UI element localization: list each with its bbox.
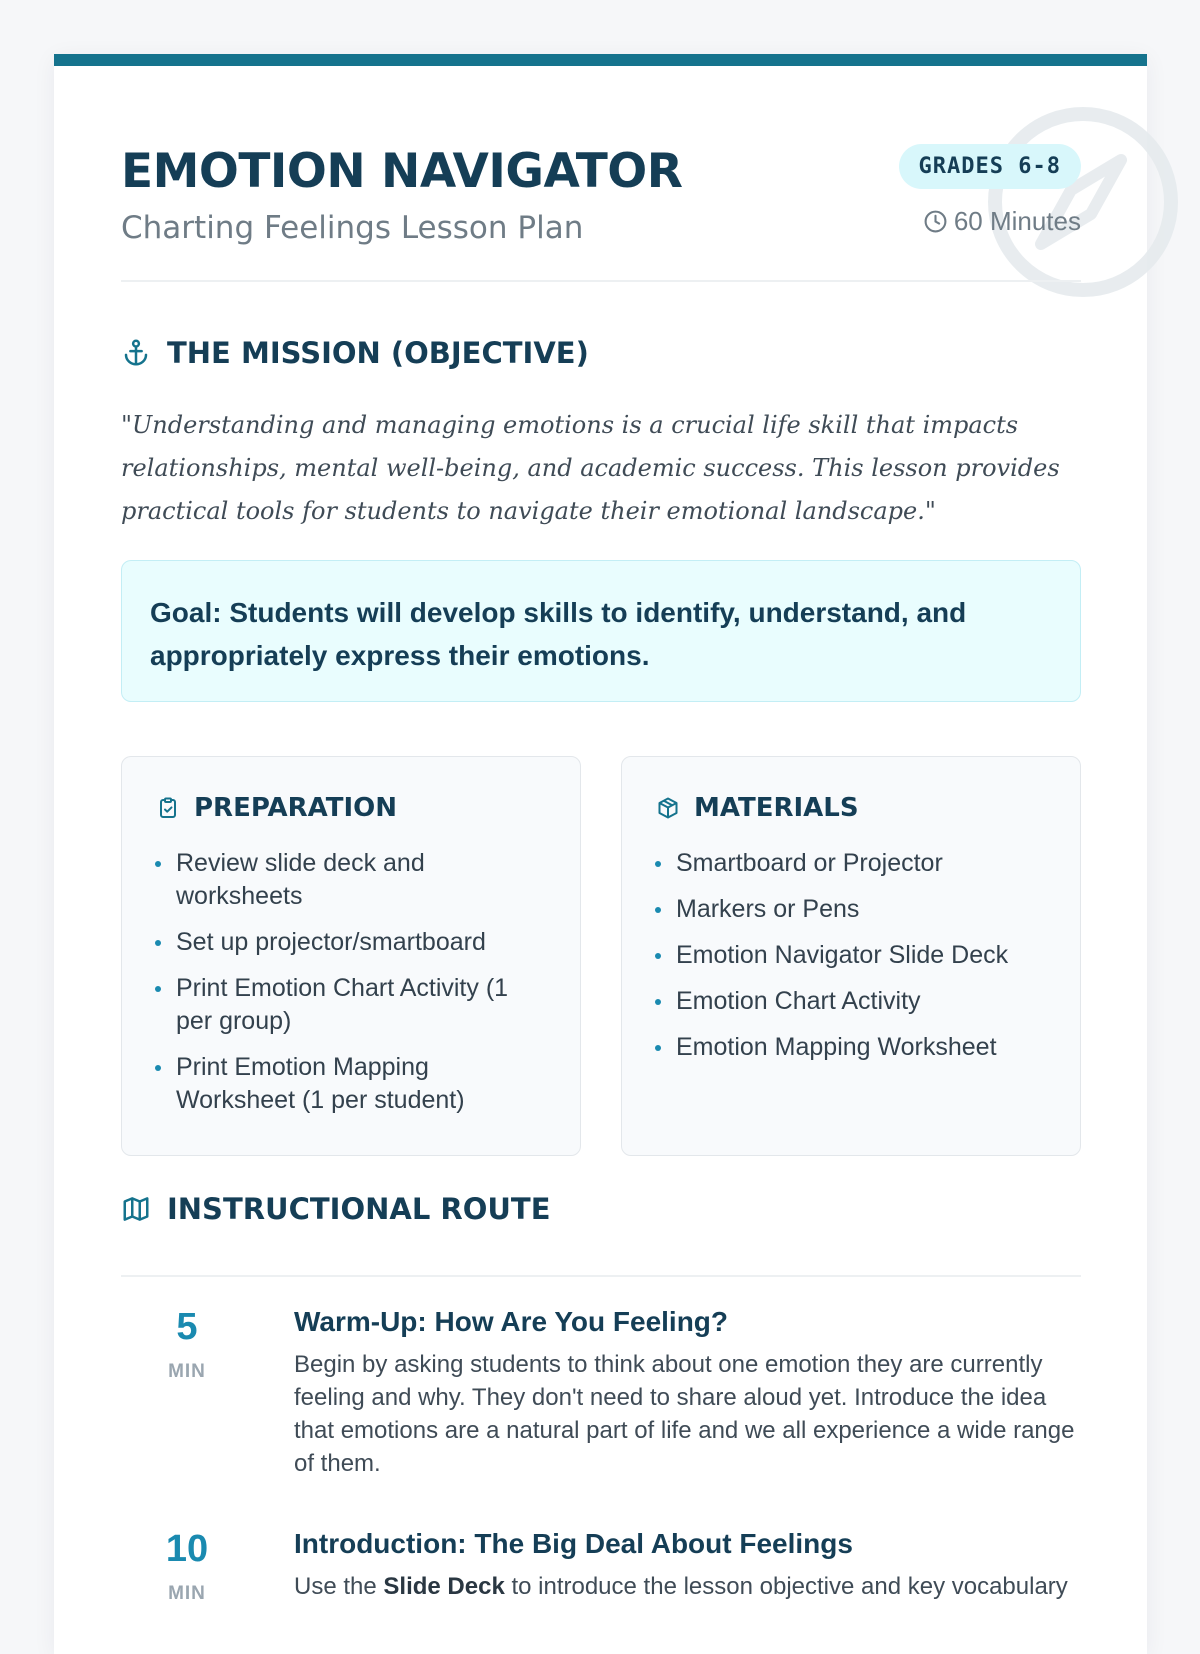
materials-heading xyxy=(656,793,859,823)
grade-badge: GRADES 6-8 xyxy=(899,144,1081,189)
list-item: Emotion Chart Activity xyxy=(676,985,1046,1018)
list-item: Set up projector/smartboard xyxy=(176,926,546,959)
step-description-text: to introduce the lesson objective and key vocabulary xyxy=(504,1573,1068,1600)
mission-quote: "Understanding and managing emotions is a crucial life skill that impacts relationships, mental well-being, and academic success. This lesson provides practical tools for students to navigate their emotional landscape." xyxy=(121,411,1060,525)
route-heading-label: INSTRUCTIONAL ROUTE xyxy=(167,1192,551,1226)
duration xyxy=(923,206,1081,237)
step-title: Warm-Up: How Are You Feeling? xyxy=(294,1306,729,1337)
duration-label: 60 Minutes xyxy=(953,206,1081,236)
anchor-icon xyxy=(121,338,151,368)
step-title: Introduction: The Big Deal About Feelings xyxy=(294,1528,853,1559)
preparation-panel xyxy=(121,756,581,1156)
package-icon xyxy=(656,796,680,820)
route-heading xyxy=(121,1192,551,1226)
step-description-bold: Slide Deck xyxy=(383,1573,505,1600)
list-item: Emotion Navigator Slide Deck xyxy=(676,939,1046,972)
list-item: Emotion Mapping Worksheet xyxy=(676,1031,1046,1064)
route-divider xyxy=(121,1275,1081,1277)
step-description xyxy=(294,1570,1081,1603)
materials-panel xyxy=(621,756,1081,1156)
preparation-heading-label: PREPARATION xyxy=(194,793,398,823)
map-icon xyxy=(121,1194,151,1224)
lesson-plan-card xyxy=(54,54,1147,1654)
list-item: Print Emotion Chart Activity (1 per group) xyxy=(176,972,546,1038)
header-divider xyxy=(121,280,1081,282)
goal-box: Goal: Students will develop skills to identify, understand, and appropriately express their emotions. xyxy=(121,560,1081,702)
list-item: Review slide deck and worksheets xyxy=(176,847,546,913)
clipboard-check-icon xyxy=(156,796,180,820)
step-description-text: Use the xyxy=(294,1573,384,1600)
list-item: Smartboard or Projector xyxy=(676,847,1046,880)
mission-heading xyxy=(121,336,589,370)
step-minutes: 5 xyxy=(176,1306,198,1348)
page-subtitle: Charting Feelings Lesson Plan xyxy=(121,210,584,246)
step-minutes: 10 xyxy=(165,1528,209,1570)
list-item: Markers or Pens xyxy=(676,893,1046,926)
clock-icon xyxy=(923,209,948,234)
preparation-list xyxy=(176,847,546,1130)
list-item: Print Emotion Mapping Worksheet (1 per student) xyxy=(176,1051,546,1117)
preparation-heading xyxy=(156,793,397,823)
page-title: EMOTION NAVIGATOR xyxy=(121,144,683,199)
materials-list xyxy=(676,847,1046,1077)
step-unit: MIN xyxy=(168,1361,206,1382)
step-description: Begin by asking students to think about one emotion they are currently feeling and why. They don't need to share aloud yet. Introduce the idea that emotions are a natural part of life and we all experience a wide range of them. xyxy=(294,1351,1075,1477)
materials-heading-label: MATERIALS xyxy=(694,793,859,823)
mission-heading-label: THE MISSION (OBJECTIVE) xyxy=(167,336,589,370)
compass-icon xyxy=(983,102,1183,302)
step-unit: MIN xyxy=(168,1583,206,1604)
